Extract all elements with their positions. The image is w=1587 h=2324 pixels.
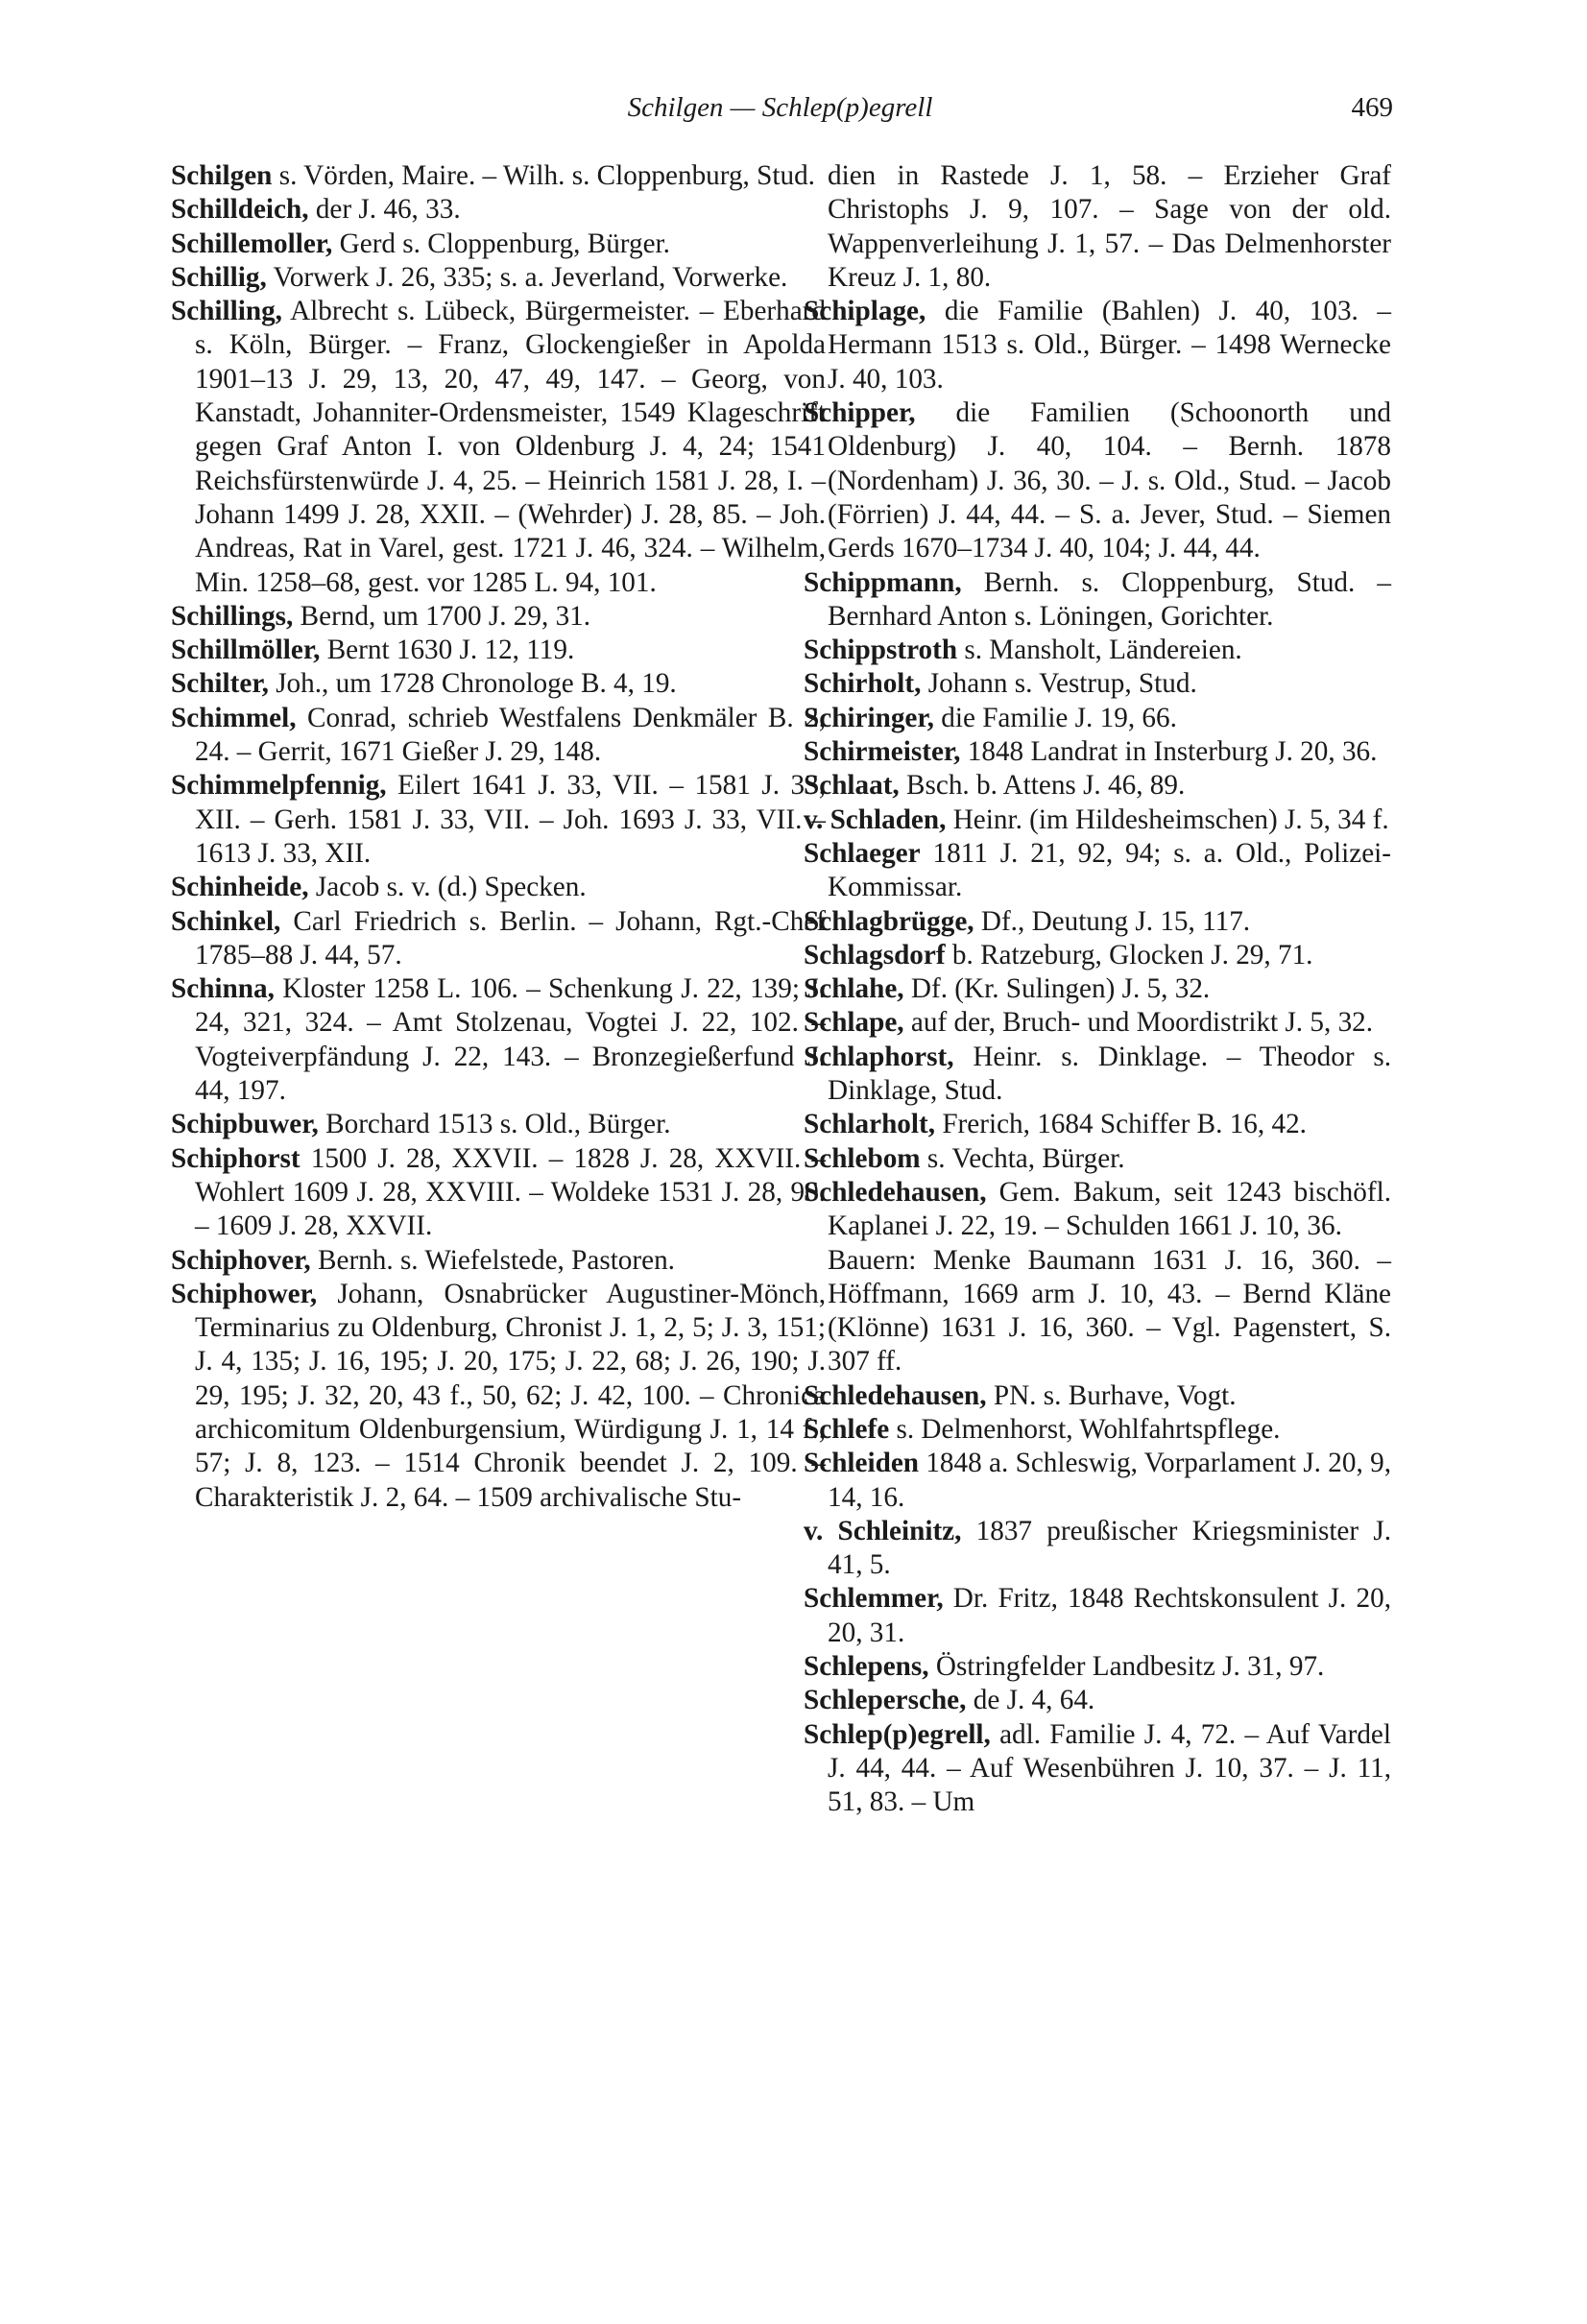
entry-text: PN. s. Burhave, Vogt. [986, 1379, 1237, 1411]
index-entry [804, 1447, 1391, 1515]
entry-text: Conrad, schrieb Westfalens Denkmäler B. 2, 24. – Gerrit, 1671 Gießer J. 29, 148. [195, 702, 826, 768]
entry-text: Östringfelder Landbesitz J. 31, 97. [928, 1651, 1325, 1683]
entry-headword: Schipbuwer, [171, 1109, 319, 1140]
index-entry [171, 600, 826, 634]
index-entry [804, 159, 1391, 295]
entry-headword: Schlagbrügge, [804, 905, 974, 937]
index-entry [804, 396, 1391, 565]
entry-text: s. Vörden, Maire. – Wilh. s. Cloppenburg, Stud. [272, 160, 815, 191]
entry-headword: Schiringer, [804, 702, 934, 733]
entry-text: Kloster 1258 L. 106. – Schenkung J. 22, 139; J. 24, 321, 324. – Amt Stolzenau, Vogtei J. 22, 102. – Vogteiverpfändung J. 22, 143. – Bronzegießerfund J. 44, 197. [195, 973, 826, 1107]
entry-headword: Schlape, [804, 1007, 904, 1039]
entry-headword: Schiphover, [171, 1244, 311, 1276]
entry-text: auf der, Bruch- und Moordistrikt J. 5, 32. [903, 1007, 1374, 1039]
entry-headword: Schirholt, [804, 668, 922, 700]
entry-headword: Schlep(p)egrell, [804, 1718, 991, 1750]
index-entry [804, 1684, 1391, 1717]
entry-text: 1811 J. 21, 92, 94; s. a. Old., Polizei-Kommissar. [828, 837, 1391, 903]
entry-text: Gerd s. Cloppenburg, Bürger. [332, 228, 670, 259]
entry-text: Bernh. s. Wiefelstede, Pastoren. [310, 1244, 675, 1276]
entry-text: dien in Rastede J. 1, 58. – Erzieher Graf Christophs J. 9, 107. – Sage von der old. Wappenverleihung J. 1, 57. – Das Delmenhorster Kreuz J. 1, 80. [828, 160, 1391, 293]
entry-headword: Schilter, [171, 668, 269, 700]
index-entry [171, 905, 826, 973]
entry-headword: Schimmelpfennig, [171, 770, 387, 802]
entry-headword: Schippmann, [804, 566, 962, 598]
entry-headword: Schlaeger [804, 837, 921, 869]
entry-text: Df. (Kr. Sulingen) J. 5, 32. [903, 973, 1211, 1005]
entry-headword: Schipper, [804, 397, 916, 429]
entry-text: Johann s. Vestrup, Stud. [921, 668, 1197, 700]
entry-headword: Schinkel, [171, 905, 281, 937]
entry-headword: Schippstroth [804, 635, 958, 666]
entry-text: Bauern: Menke Baumann 1631 J. 16, 360. – Höffmann, 1669 arm J. 10, 43. – Bernd Kläne (Klönne) 1631 J. 16, 360. – Vgl. Pagenstert, S. 307 ff. [828, 1244, 1391, 1378]
index-entry [171, 972, 826, 1108]
entry-text: 1848 a. Schleswig, Vorparlament J. 20, 9, 14, 16. [828, 1448, 1391, 1513]
index-entry [804, 1041, 1391, 1109]
index-entry [804, 295, 1391, 396]
index-entry [804, 1413, 1391, 1447]
entry-text: s. Mansholt, Ländereien. [957, 635, 1242, 666]
entry-text: die Familie (Bahlen) J. 40, 103. – Hermann 1513 s. Old., Bürger. – 1498 Wernecke J. 40, 103. [828, 296, 1391, 395]
entry-headword: Schinheide, [171, 872, 309, 903]
index-entry [804, 1718, 1391, 1820]
entry-text: Jacob s. v. (d.) Specken. [308, 872, 587, 903]
index-entry [804, 702, 1391, 735]
entry-text: Dr. Fritz, 1848 Rechtskonsulent J. 20, 20, 31. [828, 1583, 1391, 1648]
entry-headword: Schirmeister, [804, 736, 961, 768]
index-entry [804, 1650, 1391, 1684]
page-number: 469 [1351, 92, 1393, 123]
entry-text: die Familien (Schoonorth und Oldenburg) J. 40, 104. – Bernh. 1878 (Nordenham) J. 36, 30. – J. s. Old., Stud. – Jacob (Förrien) J. 44, 44. – S. a. Jever, Stud. – Siemen Gerds 1670–1734 J. 40, 104; J. 44, 44. [828, 397, 1391, 564]
entry-text: Joh., um 1728 Chronologe B. 4, 19. [268, 668, 677, 700]
entry-headword: v. Schladen, [804, 803, 947, 835]
entry-headword: Schilldeich, [171, 194, 309, 226]
entry-headword: Schlepersche, [804, 1685, 967, 1716]
index-entry [804, 1176, 1391, 1244]
index-entry [171, 1142, 826, 1244]
entry-headword: Schlaphorst, [804, 1041, 954, 1072]
entry-text: Bsch. b. Attens J. 46, 89. [899, 770, 1186, 802]
entry-headword: Schinna, [171, 973, 275, 1005]
entry-text: s. Vechta, Bürger. [920, 1142, 1125, 1174]
entry-headword: Schledehausen, [804, 1379, 987, 1411]
entry-headword: Schimmel, [171, 702, 297, 733]
index-entry [804, 566, 1391, 635]
entry-headword: Schiphorst [171, 1142, 301, 1174]
entry-text: 1837 preußischer Kriegsminister J. 41, 5. [828, 1515, 1391, 1581]
entry-headword: Schiphower, [171, 1278, 318, 1309]
entry-text: Eilert 1641 J. 33, VII. – 1581 J. 33, XII. – Gerh. 1581 J. 33, VII. – Joh. 1693 J. 33, VII. – 1613 J. 33, XII. [195, 770, 826, 869]
index-entry [171, 1244, 826, 1278]
entry-headword: Schlaat, [804, 770, 900, 802]
index-entry [171, 871, 826, 904]
entry-headword: Schilgen [171, 160, 273, 191]
index-entry [804, 905, 1391, 939]
index-entry [171, 634, 826, 667]
index-entry [171, 159, 826, 193]
index-entry [804, 634, 1391, 667]
index-entry [804, 1582, 1391, 1650]
entry-text: der J. 46, 33. [308, 194, 461, 226]
index-entry [171, 261, 826, 295]
entry-text: Frerich, 1684 Schiffer B. 16, 42. [935, 1109, 1307, 1140]
entry-text: Heinr. s. Dinklage. – Theodor s. Dinklage, Stud. [828, 1041, 1391, 1107]
entry-text: Gem. Bakum, seit 1243 bischöfl. Kaplanei J. 22, 19. – Schulden 1661 J. 10, 36. [828, 1176, 1391, 1242]
index-entry [804, 939, 1391, 972]
entry-text: Johann, Osnabrücker Augustiner-Mönch, Terminarius zu Oldenburg, Chronist J. 1, 2, 5; J. 3, 151; J. 4, 135; J. 16, 195; J. 20, 175; J. 22, 68; J. 26, 190; J. 29, 195; J. 32, 20, 43 f., 50, 62; J. 42, 100. – Chronica archicomitum Oldenburgensium, Würdigung J. 1, 14 f., 57; J. 8, 123. – 1514 Chronik beendet J. 2, 109. – Charakteristik J. 2, 64. – 1509 archivalische Stu- [195, 1278, 826, 1513]
entry-text: b. Ratzeburg, Glocken J. 29, 71. [945, 939, 1313, 970]
entry-headword: Schledehausen, [804, 1176, 987, 1208]
index-entry [171, 193, 826, 227]
entry-text: Borchard 1513 s. Old., Bürger. [318, 1109, 671, 1140]
index-entry [171, 702, 826, 770]
entry-text: Df., Deutung J. 15, 117. [974, 905, 1251, 937]
entry-text: Bernd, um 1700 J. 29, 31. [293, 600, 591, 632]
running-title: Schilgen — Schlep(p)egrell [627, 92, 933, 123]
entry-headword: Schlebom [804, 1142, 921, 1174]
entry-headword: Schillig, [171, 261, 267, 293]
index-entry [171, 1278, 826, 1515]
entry-text: Albrecht s. Lübeck, Bürgermeister. – Eberhard s. Köln, Bürger. – Franz, Glockengießer in Apolda 1901–13 J. 29, 13, 20, 47, 49, 147. – Georg, von Kanstadt, Johanniter-Ordensmeister, 1549 Klageschrift gegen Graf Anton I. von Oldenburg J. 4, 24; 1541 Reichsfürstenwürde J. 4, 25. – Heinrich 1581 J. 28, I. – Johann 1499 J. 28, XXII. – (Wehrder) J. 28, 85. – Joh. Andreas, Rat in Varel, gest. 1721 J. 46, 324. – Wilhelm, Min. 1258–68, gest. vor 1285 L. 94, 101. [195, 296, 826, 598]
entry-headword: Schlahe, [804, 973, 904, 1005]
entry-headword: Schiplage, [804, 296, 926, 327]
entry-headword: Schlepens, [804, 1651, 929, 1683]
index-entry [804, 1379, 1391, 1413]
entry-headword: Schilling, [171, 296, 282, 327]
index-entry [804, 1006, 1391, 1040]
index-entry [804, 972, 1391, 1006]
index-entry [804, 735, 1391, 769]
running-header [167, 92, 1393, 132]
index-entry [804, 1244, 1391, 1379]
entry-headword: Schlagsdorf [804, 939, 946, 970]
index-entry [804, 803, 1391, 837]
entry-headword: Schlarholt, [804, 1109, 936, 1140]
index-entry [171, 769, 826, 871]
column-left [171, 159, 826, 1515]
index-entry [171, 667, 826, 701]
entry-text: adl. Familie J. 4, 72. – Auf Vardel J. 44, 44. – Auf Wesenbühren J. 10, 37. – J. 11, 51, 83. – Um [828, 1718, 1391, 1818]
index-entry [804, 1108, 1391, 1141]
entry-text: Heinr. (im Hildesheimschen) J. 5, 34 f. [946, 803, 1389, 835]
index-entry [804, 837, 1391, 905]
entry-text: Vorwerk J. 26, 335; s. a. Jeverland, Vorwerke. [266, 261, 788, 293]
entry-headword: Schillmöller, [171, 635, 321, 666]
entry-text: Bernh. s. Cloppenburg, Stud. – Bernhard Anton s. Löningen, Gorichter. [828, 566, 1391, 632]
entry-text: s. Delmenhorst, Wohlfahrtspflege. [889, 1413, 1281, 1445]
entry-headword: v. Schleinitz, [804, 1515, 962, 1546]
index-entry [171, 295, 826, 600]
column-right [804, 159, 1391, 1820]
index-entry [804, 667, 1391, 701]
index-entry [171, 1108, 826, 1141]
entry-headword: Schillings, [171, 600, 294, 632]
entry-headword: Schlemmer, [804, 1583, 944, 1615]
index-entry [804, 769, 1391, 803]
index-entry [171, 228, 826, 261]
entry-text: die Familie J. 19, 66. [933, 702, 1177, 733]
index-entry [804, 1142, 1391, 1176]
entry-text: Bernt 1630 J. 12, 119. [320, 635, 575, 666]
entry-text: de J. 4, 64. [966, 1685, 1095, 1716]
entry-text: Carl Friedrich s. Berlin. – Johann, Rgt.-Chef 1785–88 J. 44, 57. [195, 905, 826, 970]
entry-headword: Schleiden [804, 1448, 920, 1479]
entry-text: 1500 J. 28, XXVII. – 1828 J. 28, XXVII. – Wohlert 1609 J. 28, XXVIII. – Woldeke 1531 J. 28, 90. – 1609 J. 28, XXVII. [195, 1142, 826, 1242]
entry-text: 1848 Landrat in Insterburg J. 20, 36. [960, 736, 1378, 768]
entry-headword: Schillemoller, [171, 228, 333, 259]
entry-headword: Schlefe [804, 1413, 890, 1445]
index-entry [804, 1515, 1391, 1583]
